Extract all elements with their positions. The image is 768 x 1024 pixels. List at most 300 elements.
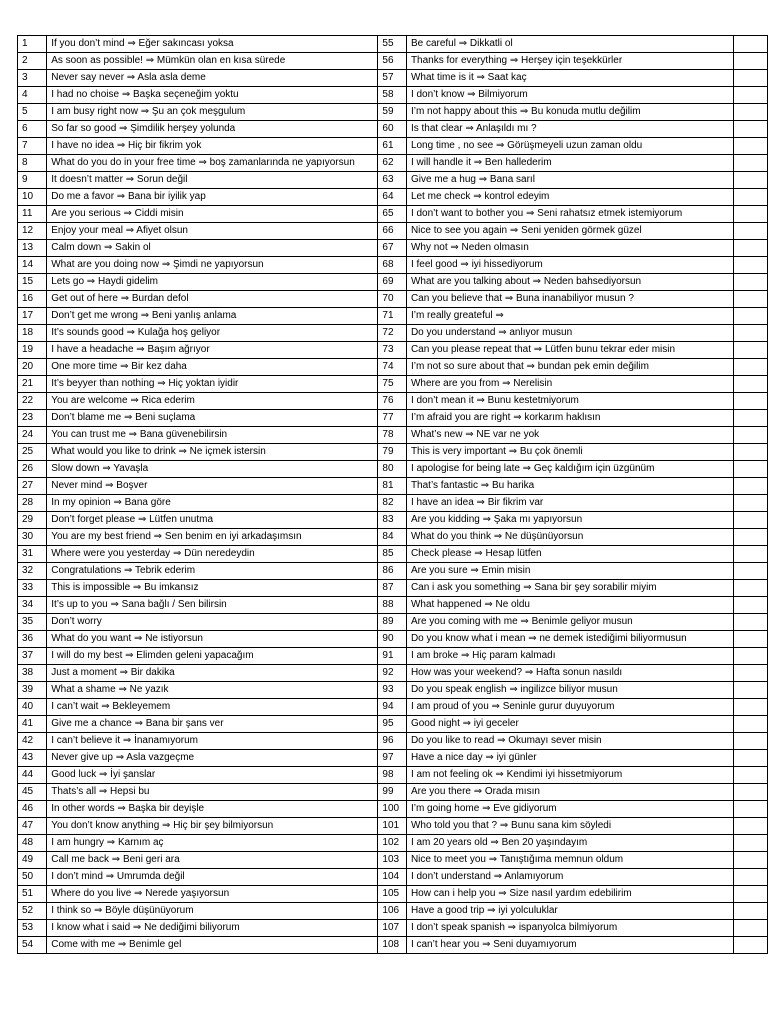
- empty-cell: [734, 835, 768, 852]
- row-number-cell: 83: [378, 512, 407, 529]
- empty-cell: [734, 495, 768, 512]
- table-row: [18, 767, 768, 784]
- empty-cell: [734, 257, 768, 274]
- phrase-cell: Where do you live ⇒ Nerede yaşıyorsun: [47, 886, 378, 903]
- row-number-cell: 6: [18, 121, 47, 138]
- empty-cell: [734, 869, 768, 886]
- row-number-cell: 65: [378, 206, 407, 223]
- row-number-cell: 72: [378, 325, 407, 342]
- empty-cell: [734, 648, 768, 665]
- row-number-cell: 61: [378, 138, 407, 155]
- phrase-cell: One more time ⇒ Bir kez daha: [47, 359, 378, 376]
- phrase-cell: Nice to see you again ⇒ Seni yeniden görmek güzel: [406, 223, 733, 240]
- row-number-cell: 12: [18, 223, 47, 240]
- empty-cell: [734, 325, 768, 342]
- phrase-cell: I don’t want to bother you ⇒ Seni rahatsız etmek istemiyorum: [406, 206, 733, 223]
- row-number-cell: 4: [18, 87, 47, 104]
- phrase-cell: Give me a hug ⇒ Bana sarıl: [406, 172, 733, 189]
- empty-cell: [734, 240, 768, 257]
- empty-cell: [734, 121, 768, 138]
- phrase-cell: I have no idea ⇒ Hiç bir fikrim yok: [47, 138, 378, 155]
- phrase-cell: Don’t blame me ⇒ Beni suçlama: [47, 410, 378, 427]
- row-number-cell: 81: [378, 478, 407, 495]
- phrase-cell: It doesn’t matter ⇒ Sorun değil: [47, 172, 378, 189]
- phrase-cell: What do you think ⇒ Ne düşünüyorsun: [406, 529, 733, 546]
- empty-cell: [734, 903, 768, 920]
- phrase-cell: I will do my best ⇒ Elimden geleni yapacağım: [47, 648, 378, 665]
- phrase-cell: Just a moment ⇒ Bir dakika: [47, 665, 378, 682]
- phrase-cell: I don’t speak spanish ⇒ ispanyolca bilmiyorum: [406, 920, 733, 937]
- phrase-cell: In other words ⇒ Başka bir deyişle: [47, 801, 378, 818]
- row-number-cell: 102: [378, 835, 407, 852]
- phrase-cell: It’s up to you ⇒ Sana bağlı / Sen bilirsin: [47, 597, 378, 614]
- empty-cell: [734, 104, 768, 121]
- table-row: [18, 393, 768, 410]
- row-number-cell: 105: [378, 886, 407, 903]
- row-number-cell: 1: [18, 36, 47, 53]
- empty-cell: [734, 512, 768, 529]
- table-row: [18, 189, 768, 206]
- row-number-cell: 53: [18, 920, 47, 937]
- table-row: [18, 852, 768, 869]
- row-number-cell: 46: [18, 801, 47, 818]
- phrase-cell: As soon as possible! ⇒ Mümkün olan en kısa sürede: [47, 53, 378, 70]
- table-row: [18, 631, 768, 648]
- empty-cell: [734, 682, 768, 699]
- phrase-cell: Slow down ⇒ Yavaşla: [47, 461, 378, 478]
- phrase-cell: Can you please repeat that ⇒ Lütfen bunu tekrar eder misin: [406, 342, 733, 359]
- empty-cell: [734, 70, 768, 87]
- row-number-cell: 87: [378, 580, 407, 597]
- empty-cell: [734, 478, 768, 495]
- row-number-cell: 64: [378, 189, 407, 206]
- row-number-cell: 62: [378, 155, 407, 172]
- row-number-cell: 5: [18, 104, 47, 121]
- phrase-cell: Is that clear ⇒ Anlaşıldı mı ?: [406, 121, 733, 138]
- table-row: [18, 784, 768, 801]
- empty-cell: [734, 427, 768, 444]
- phrase-cell: Good night ⇒ iyi geceler: [406, 716, 733, 733]
- table-row: [18, 36, 768, 53]
- row-number-cell: 10: [18, 189, 47, 206]
- table-row: [18, 903, 768, 920]
- phrase-cell: Get out of here ⇒ Burdan defol: [47, 291, 378, 308]
- phrase-cell: This is very important ⇒ Bu çok önemli: [406, 444, 733, 461]
- phrase-cell: I have a headache ⇒ Başım ağrıyor: [47, 342, 378, 359]
- table-row: [18, 563, 768, 580]
- table-row: [18, 580, 768, 597]
- empty-cell: [734, 597, 768, 614]
- empty-cell: [734, 410, 768, 427]
- table-row: [18, 257, 768, 274]
- row-number-cell: 75: [378, 376, 407, 393]
- phrase-cell: Never mind ⇒ Boşver: [47, 478, 378, 495]
- table-row: [18, 801, 768, 818]
- row-number-cell: 67: [378, 240, 407, 257]
- phrase-cell: Do you like to read ⇒ Okumayı sever misin: [406, 733, 733, 750]
- row-number-cell: 107: [378, 920, 407, 937]
- phrase-cell: I know what i said ⇒ Ne dediğimi biliyorum: [47, 920, 378, 937]
- phrase-cell: What happened ⇒ Ne oldu: [406, 597, 733, 614]
- row-number-cell: 15: [18, 274, 47, 291]
- row-number-cell: 94: [378, 699, 407, 716]
- phrase-cell: What would you like to drink ⇒ Ne içmek istersin: [47, 444, 378, 461]
- phrase-cell: I am busy right now ⇒ Şu an çok meşgulum: [47, 104, 378, 121]
- row-number-cell: 38: [18, 665, 47, 682]
- row-number-cell: 80: [378, 461, 407, 478]
- empty-cell: [734, 138, 768, 155]
- table-row: [18, 699, 768, 716]
- phrase-cell: Good luck ⇒ İyi şanslar: [47, 767, 378, 784]
- phrase-cell: I think so ⇒ Böyle düşünüyorum: [47, 903, 378, 920]
- row-number-cell: 51: [18, 886, 47, 903]
- table-row: [18, 920, 768, 937]
- empty-cell: [734, 155, 768, 172]
- row-number-cell: 76: [378, 393, 407, 410]
- phrase-cell: Come with me ⇒ Benimle gel: [47, 937, 378, 954]
- row-number-cell: 32: [18, 563, 47, 580]
- row-number-cell: 49: [18, 852, 47, 869]
- phrase-cell: Do me a favor ⇒ Bana bir iyilik yap: [47, 189, 378, 206]
- phrase-cell: Are you coming with me ⇒ Benimle geliyor musun: [406, 614, 733, 631]
- table-row: [18, 495, 768, 512]
- phrase-cell: In my opinion ⇒ Bana göre: [47, 495, 378, 512]
- empty-cell: [734, 274, 768, 291]
- row-number-cell: 22: [18, 393, 47, 410]
- phrase-cell: What do you want ⇒ Ne istiyorsun: [47, 631, 378, 648]
- phrase-cell: So far so good ⇒ Şimdilik herşey yolunda: [47, 121, 378, 138]
- table-row: [18, 529, 768, 546]
- row-number-cell: 100: [378, 801, 407, 818]
- row-number-cell: 68: [378, 257, 407, 274]
- row-number-cell: 54: [18, 937, 47, 954]
- row-number-cell: 33: [18, 580, 47, 597]
- phrase-cell: It’s sounds good ⇒ Kulağa hoş geliyor: [47, 325, 378, 342]
- row-number-cell: 103: [378, 852, 407, 869]
- empty-cell: [734, 444, 768, 461]
- phrase-cell: I am proud of you ⇒ Seninle gurur duyuyorum: [406, 699, 733, 716]
- empty-cell: [734, 852, 768, 869]
- phrase-cell: Are you there ⇒ Orada mısın: [406, 784, 733, 801]
- row-number-cell: 84: [378, 529, 407, 546]
- phrase-cell: Why not ⇒ Neden olmasın: [406, 240, 733, 257]
- row-number-cell: 95: [378, 716, 407, 733]
- empty-cell: [734, 223, 768, 240]
- row-number-cell: 98: [378, 767, 407, 784]
- row-number-cell: 37: [18, 648, 47, 665]
- empty-cell: [734, 733, 768, 750]
- phrase-cell: You are my best friend ⇒ Sen benim en iyi arkadaşımsın: [47, 529, 378, 546]
- empty-cell: [734, 818, 768, 835]
- phrase-cell: Calm down ⇒ Sakin ol: [47, 240, 378, 257]
- empty-cell: [734, 937, 768, 954]
- row-number-cell: 96: [378, 733, 407, 750]
- row-number-cell: 48: [18, 835, 47, 852]
- phrase-cell: How can i help you ⇒ Size nasıl yardım edebilirim: [406, 886, 733, 903]
- table-row: [18, 376, 768, 393]
- table-row: [18, 461, 768, 478]
- table-row: [18, 291, 768, 308]
- row-number-cell: 89: [378, 614, 407, 631]
- empty-cell: [734, 563, 768, 580]
- row-number-cell: 14: [18, 257, 47, 274]
- phrase-cell: Don’t worry: [47, 614, 378, 631]
- phrase-cell: Lets go ⇒ Haydi gidelim: [47, 274, 378, 291]
- phrase-cell: Can i ask you something ⇒ Sana bir şey sorabilir miyim: [406, 580, 733, 597]
- phrase-cell: I am not feeling ok ⇒ Kendimi iyi hissetmiyorum: [406, 767, 733, 784]
- phrase-cell: I am broke ⇒ Hiç param kalmadı: [406, 648, 733, 665]
- table-row: [18, 359, 768, 376]
- row-number-cell: 47: [18, 818, 47, 835]
- row-number-cell: 50: [18, 869, 47, 886]
- phrase-cell: Thanks for everything ⇒ Herşey için teşekkürler: [406, 53, 733, 70]
- row-number-cell: 20: [18, 359, 47, 376]
- row-number-cell: 24: [18, 427, 47, 444]
- row-number-cell: 59: [378, 104, 407, 121]
- phrase-cell: I’m not happy about this ⇒ Bu konuda mutlu değilim: [406, 104, 733, 121]
- phrase-cell: I’m really greateful ⇒: [406, 308, 733, 325]
- row-number-cell: 88: [378, 597, 407, 614]
- row-number-cell: 92: [378, 665, 407, 682]
- phrase-cell: I feel good ⇒ iyi hissediyorum: [406, 257, 733, 274]
- table-row: [18, 869, 768, 886]
- row-number-cell: 41: [18, 716, 47, 733]
- phrase-cell: Do you know what i mean ⇒ ne demek istediğimi biliyormusun: [406, 631, 733, 648]
- phrase-cell: I am hungry ⇒ Karnım aç: [47, 835, 378, 852]
- empty-cell: [734, 767, 768, 784]
- row-number-cell: 55: [378, 36, 407, 53]
- table-row: [18, 597, 768, 614]
- phrase-cell: What do you do in your free time ⇒ boş zamanlarında ne yapıyorsun: [47, 155, 378, 172]
- row-number-cell: 85: [378, 546, 407, 563]
- row-number-cell: 77: [378, 410, 407, 427]
- row-number-cell: 99: [378, 784, 407, 801]
- phrase-cell: Do you speak english ⇒ ingilizce biliyor musun: [406, 682, 733, 699]
- phrase-cell: I can’t wait ⇒ Bekleyemem: [47, 699, 378, 716]
- table-row: [18, 223, 768, 240]
- row-number-cell: 93: [378, 682, 407, 699]
- table-row: [18, 682, 768, 699]
- table-row: [18, 206, 768, 223]
- empty-cell: [734, 189, 768, 206]
- row-number-cell: 52: [18, 903, 47, 920]
- table-row: [18, 733, 768, 750]
- table-row: [18, 648, 768, 665]
- row-number-cell: 29: [18, 512, 47, 529]
- phrase-cell: You don’t know anything ⇒ Hiç bir şey bilmiyorsun: [47, 818, 378, 835]
- phrase-cell: You can trust me ⇒ Bana güvenebilirsin: [47, 427, 378, 444]
- empty-cell: [734, 546, 768, 563]
- row-number-cell: 66: [378, 223, 407, 240]
- phrase-cell: Can you believe that ⇒ Buna inanabiliyor musun ?: [406, 291, 733, 308]
- phrase-cell: I can’t hear you ⇒ Seni duyamıyorum: [406, 937, 733, 954]
- empty-cell: [734, 376, 768, 393]
- phrase-cell: What are you talking about ⇒ Neden bahsediyorsun: [406, 274, 733, 291]
- table-row: [18, 427, 768, 444]
- row-number-cell: 28: [18, 495, 47, 512]
- phrase-cell: Don’t get me wrong ⇒ Beni yanlış anlama: [47, 308, 378, 325]
- table-row: [18, 886, 768, 903]
- empty-cell: [734, 699, 768, 716]
- phrase-cell: What are you doing now ⇒ Şimdi ne yapıyorsun: [47, 257, 378, 274]
- phrase-cell: I don’t mind ⇒ Umrumda değil: [47, 869, 378, 886]
- phrase-cell: This is impossible ⇒ Bu imkansız: [47, 580, 378, 597]
- row-number-cell: 2: [18, 53, 47, 70]
- phrase-cell: I’m going home ⇒ Eve gidiyorum: [406, 801, 733, 818]
- phrase-cell: You are welcome ⇒ Rica ederim: [47, 393, 378, 410]
- row-number-cell: 39: [18, 682, 47, 699]
- row-number-cell: 19: [18, 342, 47, 359]
- empty-cell: [734, 716, 768, 733]
- row-number-cell: 69: [378, 274, 407, 291]
- table-row: [18, 70, 768, 87]
- table-row: [18, 410, 768, 427]
- phrase-cell: Who told you that ? ⇒ Bunu sana kim söyledi: [406, 818, 733, 835]
- row-number-cell: 108: [378, 937, 407, 954]
- phrase-cell: Are you kidding ⇒ Şaka mı yapıyorsun: [406, 512, 733, 529]
- table-row: [18, 104, 768, 121]
- row-number-cell: 58: [378, 87, 407, 104]
- table-row: [18, 512, 768, 529]
- table-row: [18, 325, 768, 342]
- phrase-cell: Give me a chance ⇒ Bana bir şans ver: [47, 716, 378, 733]
- phrase-cell: Do you understand ⇒ anlıyor musun: [406, 325, 733, 342]
- empty-cell: [734, 886, 768, 903]
- empty-cell: [734, 172, 768, 189]
- table-row: [18, 172, 768, 189]
- row-number-cell: 101: [378, 818, 407, 835]
- row-number-cell: 40: [18, 699, 47, 716]
- phrase-cell: Nice to meet you ⇒ Tanıştığıma memnun oldum: [406, 852, 733, 869]
- table-row: [18, 155, 768, 172]
- phrase-cell: Don’t forget please ⇒ Lütfen unutma: [47, 512, 378, 529]
- phrase-cell: Are you sure ⇒ Emin misin: [406, 563, 733, 580]
- row-number-cell: 60: [378, 121, 407, 138]
- phrase-cell: What’s new ⇒ NE var ne yok: [406, 427, 733, 444]
- phrase-cell: I can’t believe it ⇒ İnanamıyorum: [47, 733, 378, 750]
- phrase-cell: Be careful ⇒ Dikkatli ol: [406, 36, 733, 53]
- row-number-cell: 23: [18, 410, 47, 427]
- row-number-cell: 74: [378, 359, 407, 376]
- phrase-cell: I apologise for being late ⇒ Geç kaldığım için üzgünüm: [406, 461, 733, 478]
- phrase-cell: That’s fantastic ⇒ Bu harika: [406, 478, 733, 495]
- empty-cell: [734, 665, 768, 682]
- row-number-cell: 106: [378, 903, 407, 920]
- empty-cell: [734, 291, 768, 308]
- row-number-cell: 18: [18, 325, 47, 342]
- row-number-cell: 7: [18, 138, 47, 155]
- row-number-cell: 16: [18, 291, 47, 308]
- row-number-cell: 3: [18, 70, 47, 87]
- row-number-cell: 34: [18, 597, 47, 614]
- phrase-cell: Enjoy your meal ⇒ Afiyet olsun: [47, 223, 378, 240]
- phrase-cell: Never say never ⇒ Asla asla deme: [47, 70, 378, 87]
- row-number-cell: 27: [18, 478, 47, 495]
- empty-cell: [734, 359, 768, 376]
- row-number-cell: 13: [18, 240, 47, 257]
- phrase-cell: I had no choise ⇒ Başka seçeneğim yoktu: [47, 87, 378, 104]
- phrase-cell: Let me check ⇒ kontrol edeyim: [406, 189, 733, 206]
- row-number-cell: 82: [378, 495, 407, 512]
- table-row: [18, 274, 768, 291]
- row-number-cell: 25: [18, 444, 47, 461]
- phrase-cell: Never give up ⇒ Asla vazgeçme: [47, 750, 378, 767]
- row-number-cell: 63: [378, 172, 407, 189]
- row-number-cell: 44: [18, 767, 47, 784]
- phrase-cell: I have an idea ⇒ Bir fikrim var: [406, 495, 733, 512]
- phrase-cell: Check please ⇒ Hesap lütfen: [406, 546, 733, 563]
- empty-cell: [734, 920, 768, 937]
- row-number-cell: 8: [18, 155, 47, 172]
- table-row: [18, 937, 768, 954]
- table-row: [18, 444, 768, 461]
- phrase-cell: Have a good trip ⇒ iyi yolculuklar: [406, 903, 733, 920]
- empty-cell: [734, 393, 768, 410]
- table-row: [18, 750, 768, 767]
- phrase-cell: It’s beyyer than nothing ⇒ Hiç yoktan iyidir: [47, 376, 378, 393]
- empty-cell: [734, 53, 768, 70]
- empty-cell: [734, 461, 768, 478]
- table-row: [18, 138, 768, 155]
- empty-cell: [734, 580, 768, 597]
- empty-cell: [734, 529, 768, 546]
- row-number-cell: 97: [378, 750, 407, 767]
- empty-cell: [734, 614, 768, 631]
- empty-cell: [734, 342, 768, 359]
- row-number-cell: 11: [18, 206, 47, 223]
- phrase-cell: What a shame ⇒ Ne yazık: [47, 682, 378, 699]
- row-number-cell: 21: [18, 376, 47, 393]
- row-number-cell: 31: [18, 546, 47, 563]
- table-row: [18, 665, 768, 682]
- phrase-cell: I’m not so sure about that ⇒ bundan pek emin değilim: [406, 359, 733, 376]
- row-number-cell: 73: [378, 342, 407, 359]
- table-row: [18, 835, 768, 852]
- phrase-cell: I’m afraid you are right ⇒ korkarım haklısın: [406, 410, 733, 427]
- empty-cell: [734, 36, 768, 53]
- table-row: [18, 53, 768, 70]
- phrase-cell: Long time , no see ⇒ Görüşmeyeli uzun zaman oldu: [406, 138, 733, 155]
- phrase-cell: I don’t know ⇒ Bilmiyorum: [406, 87, 733, 104]
- table-row: [18, 546, 768, 563]
- row-number-cell: 79: [378, 444, 407, 461]
- phrase-cell: Thats’s all ⇒ Hepsi bu: [47, 784, 378, 801]
- phrase-cell: I don’t understand ⇒ Anlamıyorum: [406, 869, 733, 886]
- row-number-cell: 71: [378, 308, 407, 325]
- phrase-cell: Are you serious ⇒ Ciddi misin: [47, 206, 378, 223]
- table-row: [18, 614, 768, 631]
- table-row: [18, 121, 768, 138]
- table-row: [18, 87, 768, 104]
- phrase-cell: Where are you from ⇒ Nerelisin: [406, 376, 733, 393]
- empty-cell: [734, 87, 768, 104]
- row-number-cell: 91: [378, 648, 407, 665]
- row-number-cell: 42: [18, 733, 47, 750]
- phrase-cell: Call me back ⇒ Beni geri ara: [47, 852, 378, 869]
- row-number-cell: 35: [18, 614, 47, 631]
- table-row: [18, 342, 768, 359]
- empty-cell: [734, 206, 768, 223]
- table-row: [18, 716, 768, 733]
- row-number-cell: 30: [18, 529, 47, 546]
- row-number-cell: 43: [18, 750, 47, 767]
- empty-cell: [734, 750, 768, 767]
- row-number-cell: 36: [18, 631, 47, 648]
- phrase-cell: Have a nice day ⇒ iyi günler: [406, 750, 733, 767]
- row-number-cell: 45: [18, 784, 47, 801]
- empty-cell: [734, 784, 768, 801]
- phrase-cell: I don’t mean it ⇒ Bunu kestetmiyorum: [406, 393, 733, 410]
